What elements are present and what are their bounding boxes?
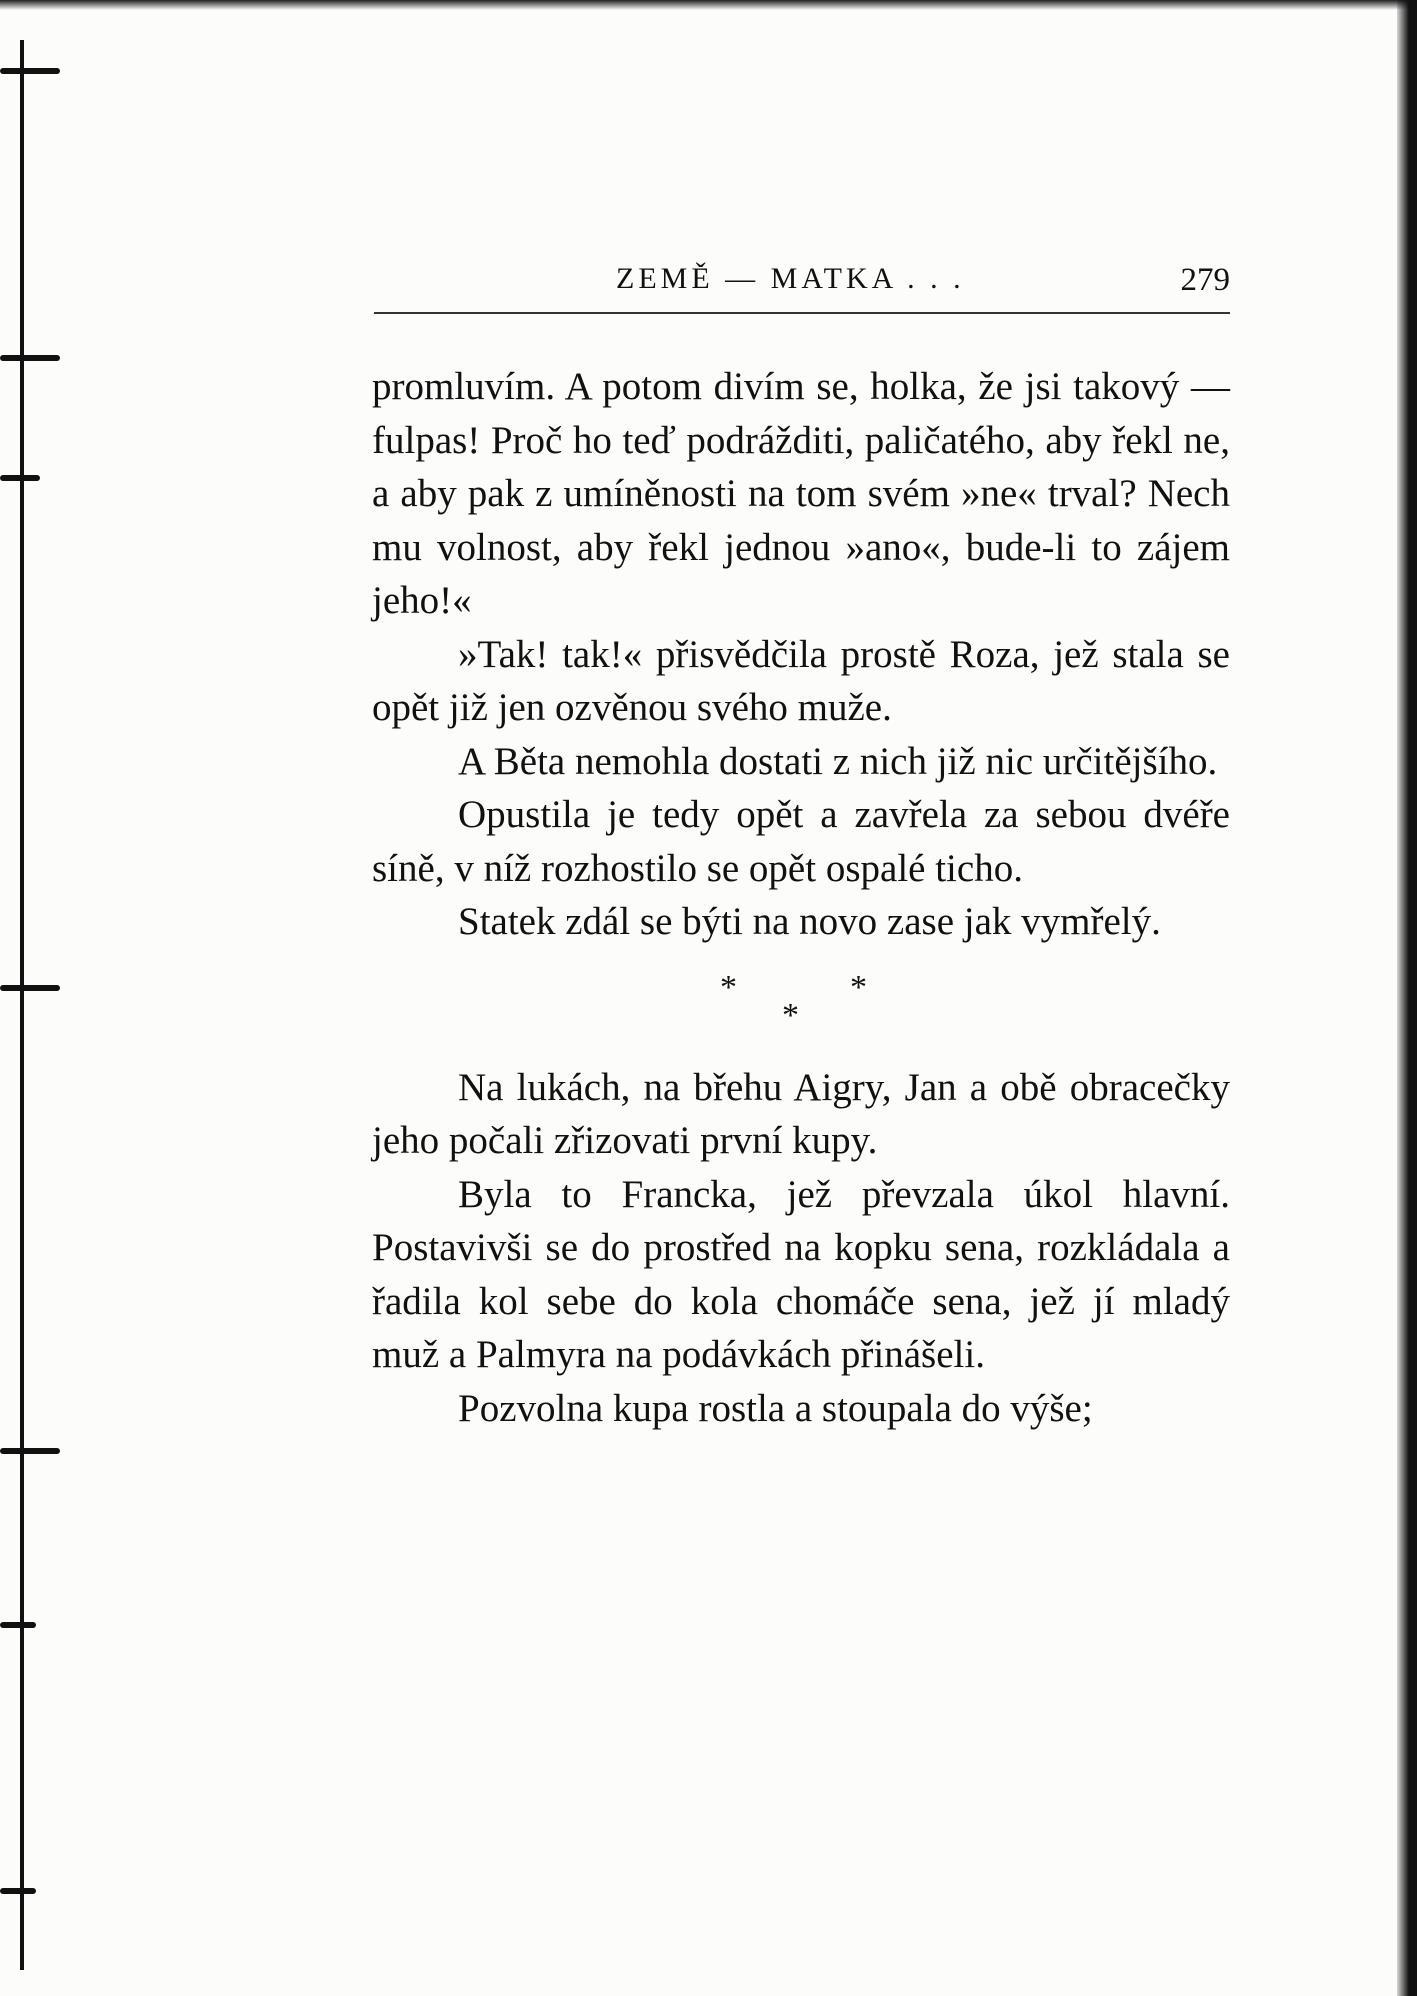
paragraph: promluvím. A potom divím se, holka, že jsi takový — fulpas! Proč ho teď podrážditi, paličatého, aby řekl ne, a aby pak z umíněnosti na tom svém »ne« trval? Nech mu volnost, aby řekl jednou »ano«, bude-li to zájem jeho!« xyxy=(372,365,1230,622)
running-head: ZEMĚ — MATKA . . . xyxy=(616,262,965,295)
binding-tick xyxy=(0,355,60,361)
binding-tick xyxy=(0,1888,36,1894)
scan-right-edge xyxy=(1397,0,1417,1996)
paragraph: Opustila je tedy opět a zavřela za sebou dvéře síně, v níž rozhostilo se opět ospalé ticho. xyxy=(372,793,1230,890)
page-number: 279 xyxy=(1180,262,1230,298)
header-rule xyxy=(374,312,1230,314)
paragraph: Na lukách, na břehu Aigry, Jan a obě obracečky jeho počali zřizovati první kupy. xyxy=(372,1065,1230,1162)
binding-edge xyxy=(0,0,62,1996)
paragraph: A Běta nemohla dostati z nich již nic určitějšího. xyxy=(458,739,1218,783)
scan-top-edge xyxy=(0,0,1417,10)
page-header xyxy=(374,262,1230,312)
paragraph: Pozvolna kupa rostla a stoupala do výše; xyxy=(458,1386,1093,1430)
paragraph: »Tak! tak!« přisvědčila prostě Roza, jež stala se opět již jen ozvěnou svého muže. xyxy=(372,632,1230,729)
asterisk: * xyxy=(720,968,737,1006)
binding-tick xyxy=(0,1622,36,1628)
binding-tick xyxy=(0,1448,60,1454)
binding-tick xyxy=(0,68,60,74)
section-break xyxy=(372,949,1230,1053)
paragraph: Statek zdál se býti na novo zase jak vymřelý. xyxy=(458,900,1161,943)
binding-line xyxy=(20,40,24,1970)
asterisk: * xyxy=(850,968,867,1006)
paragraph: Byla to Francka, jež převzala úkol hlavní. Postavivši se do prostřed na kopku sena, rozkládala a řadila kol sebe do kola chomáče sena, jež jí mladý muž a Palmyra na podávkách přinášeli. xyxy=(372,1172,1230,1376)
asterisk: * xyxy=(782,996,799,1034)
binding-tick xyxy=(0,985,60,991)
binding-tick xyxy=(0,475,40,481)
body-text xyxy=(372,360,1230,1435)
